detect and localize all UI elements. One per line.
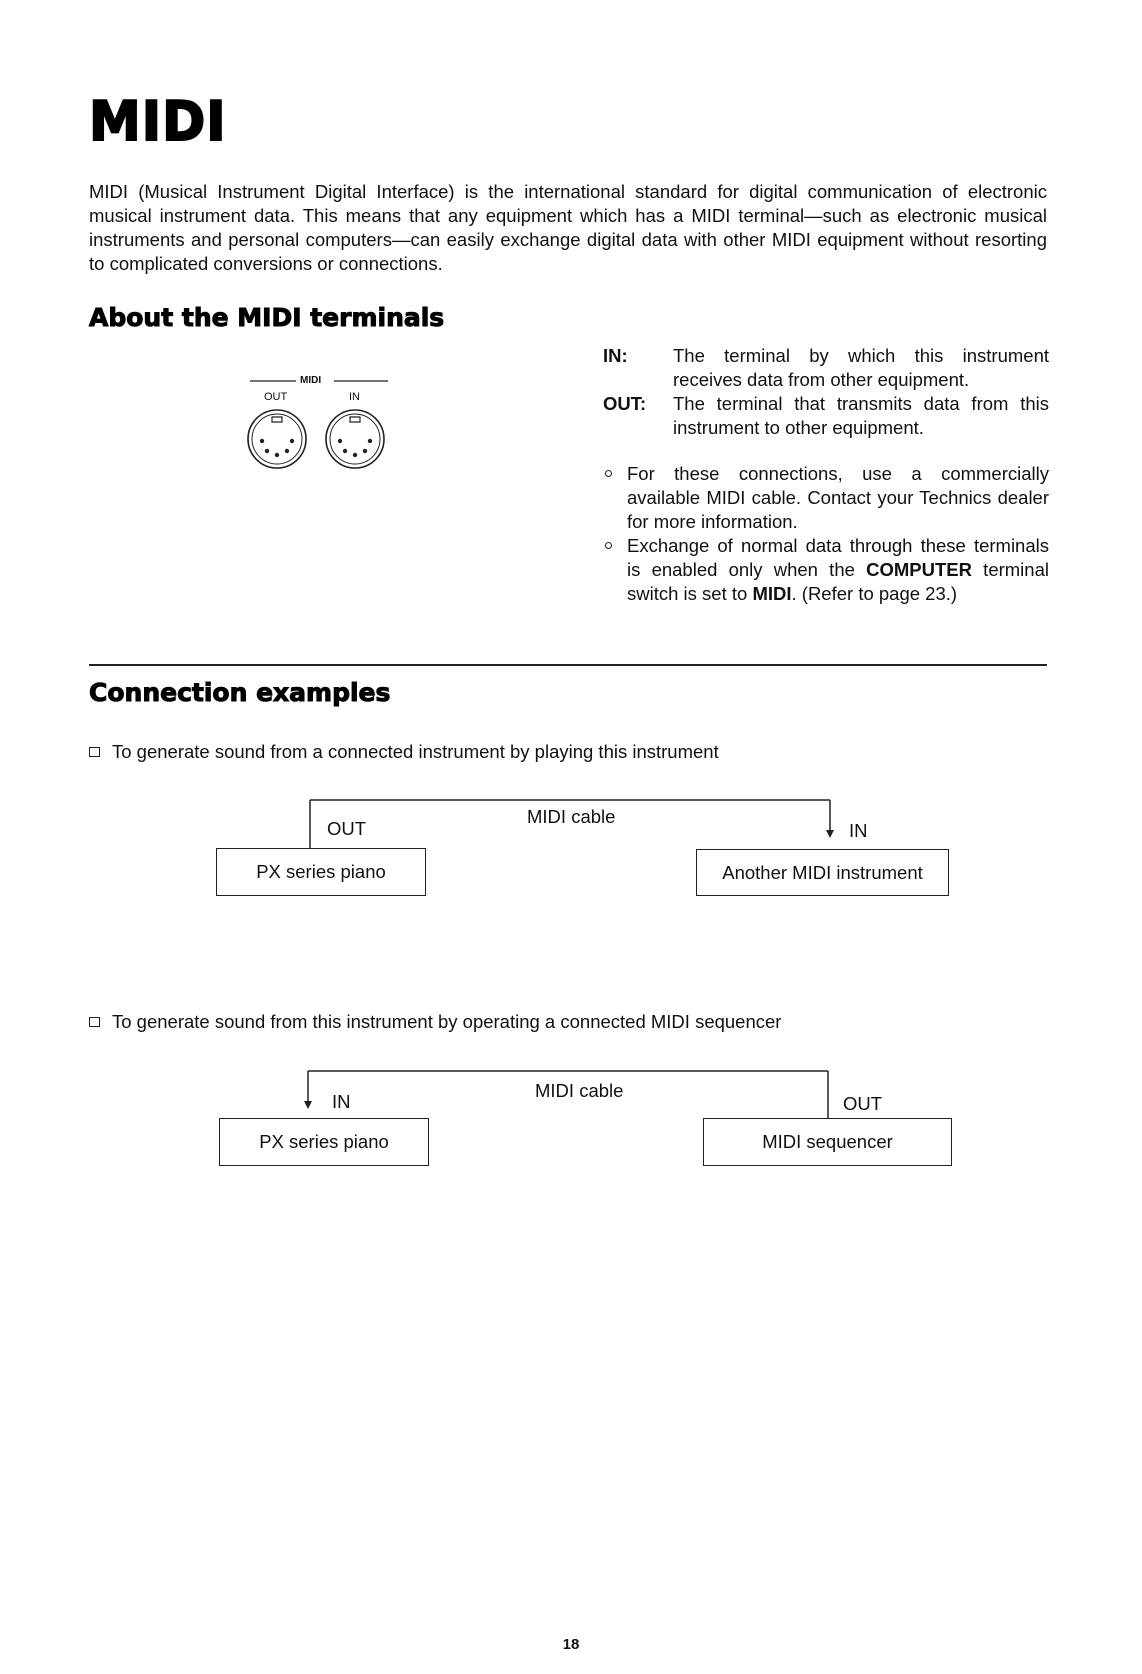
example-2-caption-text: To generate sound from this instrument by operating a connected MIDI sequencer: [112, 1011, 782, 1032]
note-text: For these connections, use a commercially available MIDI cable. Contact your Technics dealer for more information.: [627, 463, 1049, 532]
out-description: The terminal that transmits data from this instrument to other equipment.: [673, 393, 1049, 438]
px-series-piano-box: PX series piano: [219, 1118, 429, 1166]
example-1-cable-label: MIDI cable: [527, 806, 616, 827]
example-2-cable-label: MIDI cable: [535, 1080, 624, 1101]
in-description: The terminal by which this instrument receives data from other equipment.: [673, 345, 1049, 390]
another-midi-instrument-box: Another MIDI instrument: [696, 849, 949, 896]
page-number: 18: [562, 1636, 580, 1653]
midi-sequencer-box: MIDI sequencer: [703, 1118, 952, 1166]
example-1-out-port: OUT: [327, 818, 367, 839]
example-2-caption: [89, 1010, 1049, 1034]
note-text: . (Refer to page 23.): [791, 583, 958, 604]
checkbox-square-icon: [89, 1017, 100, 1027]
example-2-out-port: OUT: [843, 1093, 883, 1114]
figure-in-label: IN: [349, 391, 360, 403]
intro-paragraph: MIDI (Musical Instrument Digital Interface) is the international standard for digital communication of electronic musical instrument data. This means that any equipment which has a MIDI terminal—such as electronic musical instruments and personal computers—can easily exchange digital data with other MIDI equipment without resorting to complicated conversions or connections.: [89, 181, 1047, 274]
page-title: MIDI: [89, 90, 227, 154]
midi-keyword: MIDI: [752, 583, 792, 604]
note-text: terminal switch is set to: [627, 559, 1049, 604]
px-series-piano-box: PX series piano: [216, 848, 426, 896]
example-1-in-port: IN: [849, 820, 868, 841]
examples-heading: Connection examples: [89, 678, 391, 707]
terminals-heading: About the MIDI terminals: [89, 303, 445, 332]
example-2-in-port: IN: [332, 1091, 351, 1112]
out-key: OUT:: [603, 393, 647, 414]
figure-out-label: OUT: [264, 391, 288, 403]
note-text: Exchange of normal data through these terminals is enabled only when the: [627, 535, 1049, 580]
computer-keyword: COMPUTER: [866, 559, 972, 580]
example-1-caption-text: To generate sound from a connected instrument by playing this instrument: [112, 741, 719, 762]
figure-midi-label: MIDI: [300, 375, 322, 386]
in-key: IN:: [603, 345, 628, 366]
